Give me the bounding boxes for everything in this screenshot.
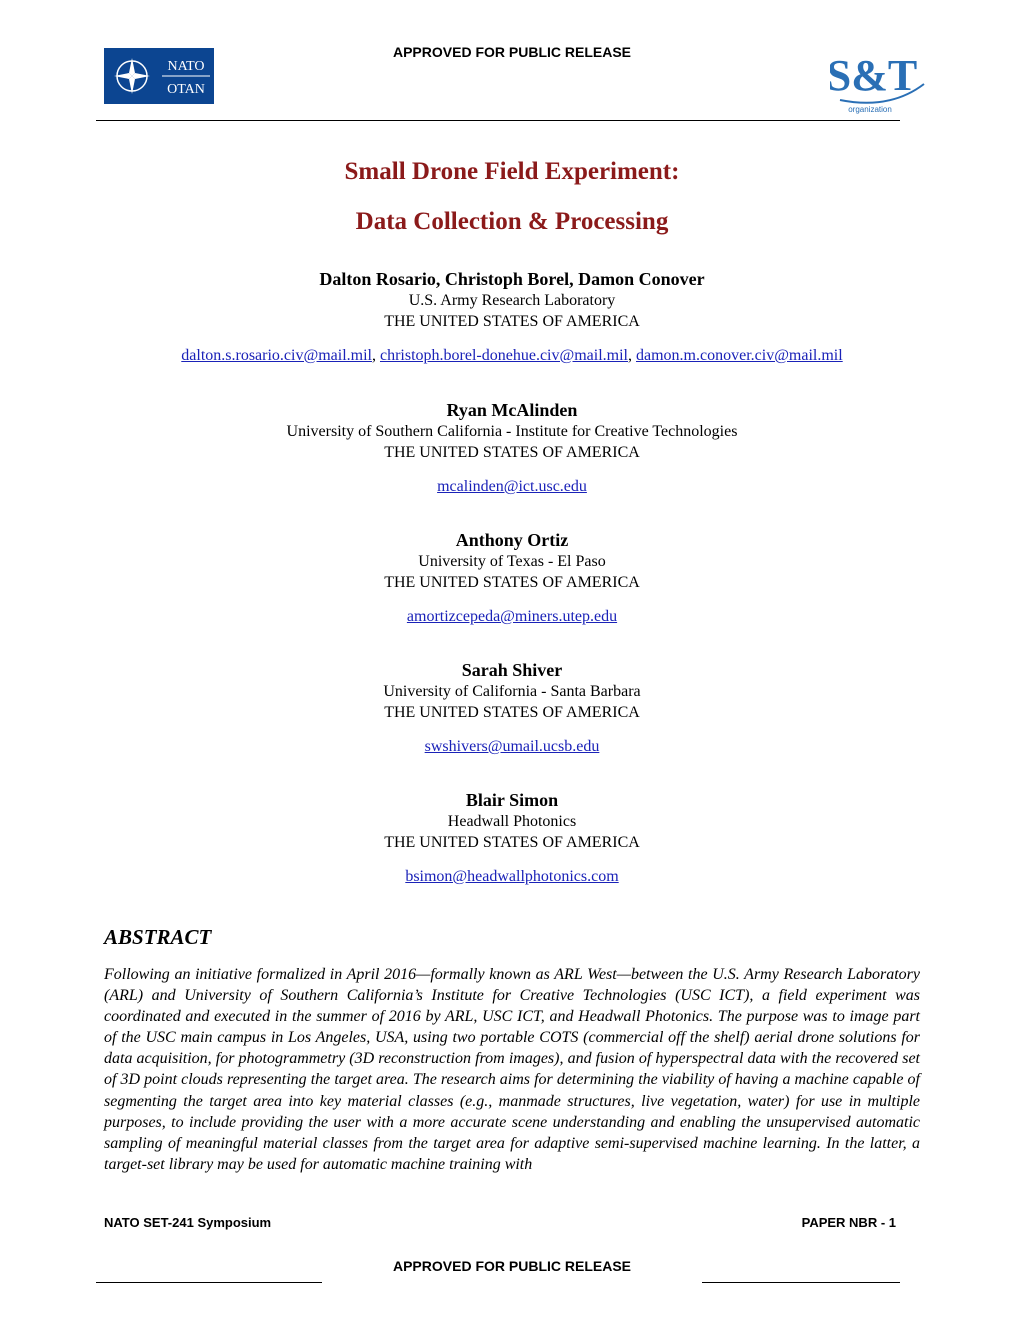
author-country: THE UNITED STATES OF AMERICA [384,574,640,591]
paper-title-line1: Small Drone Field Experiment: [344,158,680,185]
author-affiliation: University of Texas - El Paso [418,553,606,570]
author-country: THE UNITED STATES OF AMERICA [384,444,640,461]
author-block-4 [0,659,1024,757]
author-emails [0,606,1024,627]
abstract-heading: ABSTRACT [104,925,212,949]
footer-rule-left [96,1282,322,1283]
author-emails [0,476,1024,497]
abstract-text: Following an initiative formalized in April 2016—formally known as ARL West—between the U.S. Army Research Laboratory (ARL) and University of Southern California’s Institute for Creative Technologies (USC ICT), a field experiment was coordinated and executed in the summer of 2016 by ARL, USC ICT, and Headwall Photonics. The purpose was to image part of the USC main campus in Los Angeles, USA, using two portable COTS (commercial off the shelf) aerial drone solutions for data acquisition, for photogrammetry (3D reconstruction from images), and fusion of hyperspectral data with the recovered set of 3D point clouds representing the target area. The research aims for determining the viability of having a machine capable of segmenting the target area into key material classes (e.g., manmade structures, live vegetation, water) for use in multiple purposes, to include providing the user with a more accurate scene understanding and enabling the unsupervised automatic sampling of meaningful material classes from the target area for adaptive semi-supervised machine learning. In the latter, a target-set library may be used for automatic machine training with [104,966,920,1173]
email-link[interactable]: christoph.borel-donehue.civ@mail.mil [379,347,628,364]
author-affiliation: University of Southern California - Institute for Creative Technologies [286,423,738,440]
st-logo-mark: S&T [830,51,918,100]
author-block-5 [0,789,1024,887]
email-separator: , [628,347,636,364]
author-name: Anthony Ortiz [455,530,569,550]
author-affiliation: U.S. Army Research Laboratory [408,292,616,309]
email-link[interactable]: swshivers@umail.ucsb.edu [424,738,600,755]
st-organization-logo [830,44,926,116]
author-emails [0,866,1024,887]
nato-logo [104,48,214,104]
email-link[interactable]: amortizcepeda@miners.utep.edu [406,608,618,625]
email-link[interactable]: mcalinden@ict.usc.edu [437,478,587,495]
author-block-3 [0,529,1024,627]
paper-title-line2: Data Collection & Processing [355,208,669,235]
author-country: THE UNITED STATES OF AMERICA [384,704,640,721]
release-banner-bottom: APPROVED FOR PUBLIC RELEASE [392,1258,632,1274]
author-emails [0,345,1024,366]
footer-paper-number: PAPER NBR - 1 [801,1215,896,1230]
author-name: Ryan McAlinden [446,400,578,420]
email-separator: , [371,347,380,364]
footer-symposium: NATO SET-241 Symposium [104,1215,272,1230]
st-logo-subtext: organization [848,105,892,114]
author-affiliation: University of California - Santa Barbara [383,683,641,700]
author-name: Sarah Shiver [461,660,563,680]
footer-rule-right [702,1282,900,1283]
header-rule [96,120,900,121]
otan-logo-text: OTAN [167,82,205,97]
email-link[interactable]: damon.m.conover.civ@mail.mil [636,347,843,364]
email-link[interactable]: dalton.s.rosario.civ@mail.mil [181,347,372,364]
nato-compass-icon [104,48,214,104]
email-link[interactable]: bsimon@headwallphotonics.com [405,868,619,885]
author-emails [0,736,1024,757]
author-affiliation: Headwall Photonics [447,813,577,830]
st-logo-icon [830,44,926,116]
author-country: THE UNITED STATES OF AMERICA [384,834,640,851]
release-banner-top: APPROVED FOR PUBLIC RELEASE [392,44,632,60]
author-name: Blair Simon [465,790,559,810]
author-block-2 [0,399,1024,497]
author-block-1 [0,268,1024,366]
nato-logo-text: NATO [167,59,205,74]
author-names: Dalton Rosario, Christoph Borel, Damon Conover [319,269,705,289]
author-country: THE UNITED STATES OF AMERICA [384,313,640,330]
